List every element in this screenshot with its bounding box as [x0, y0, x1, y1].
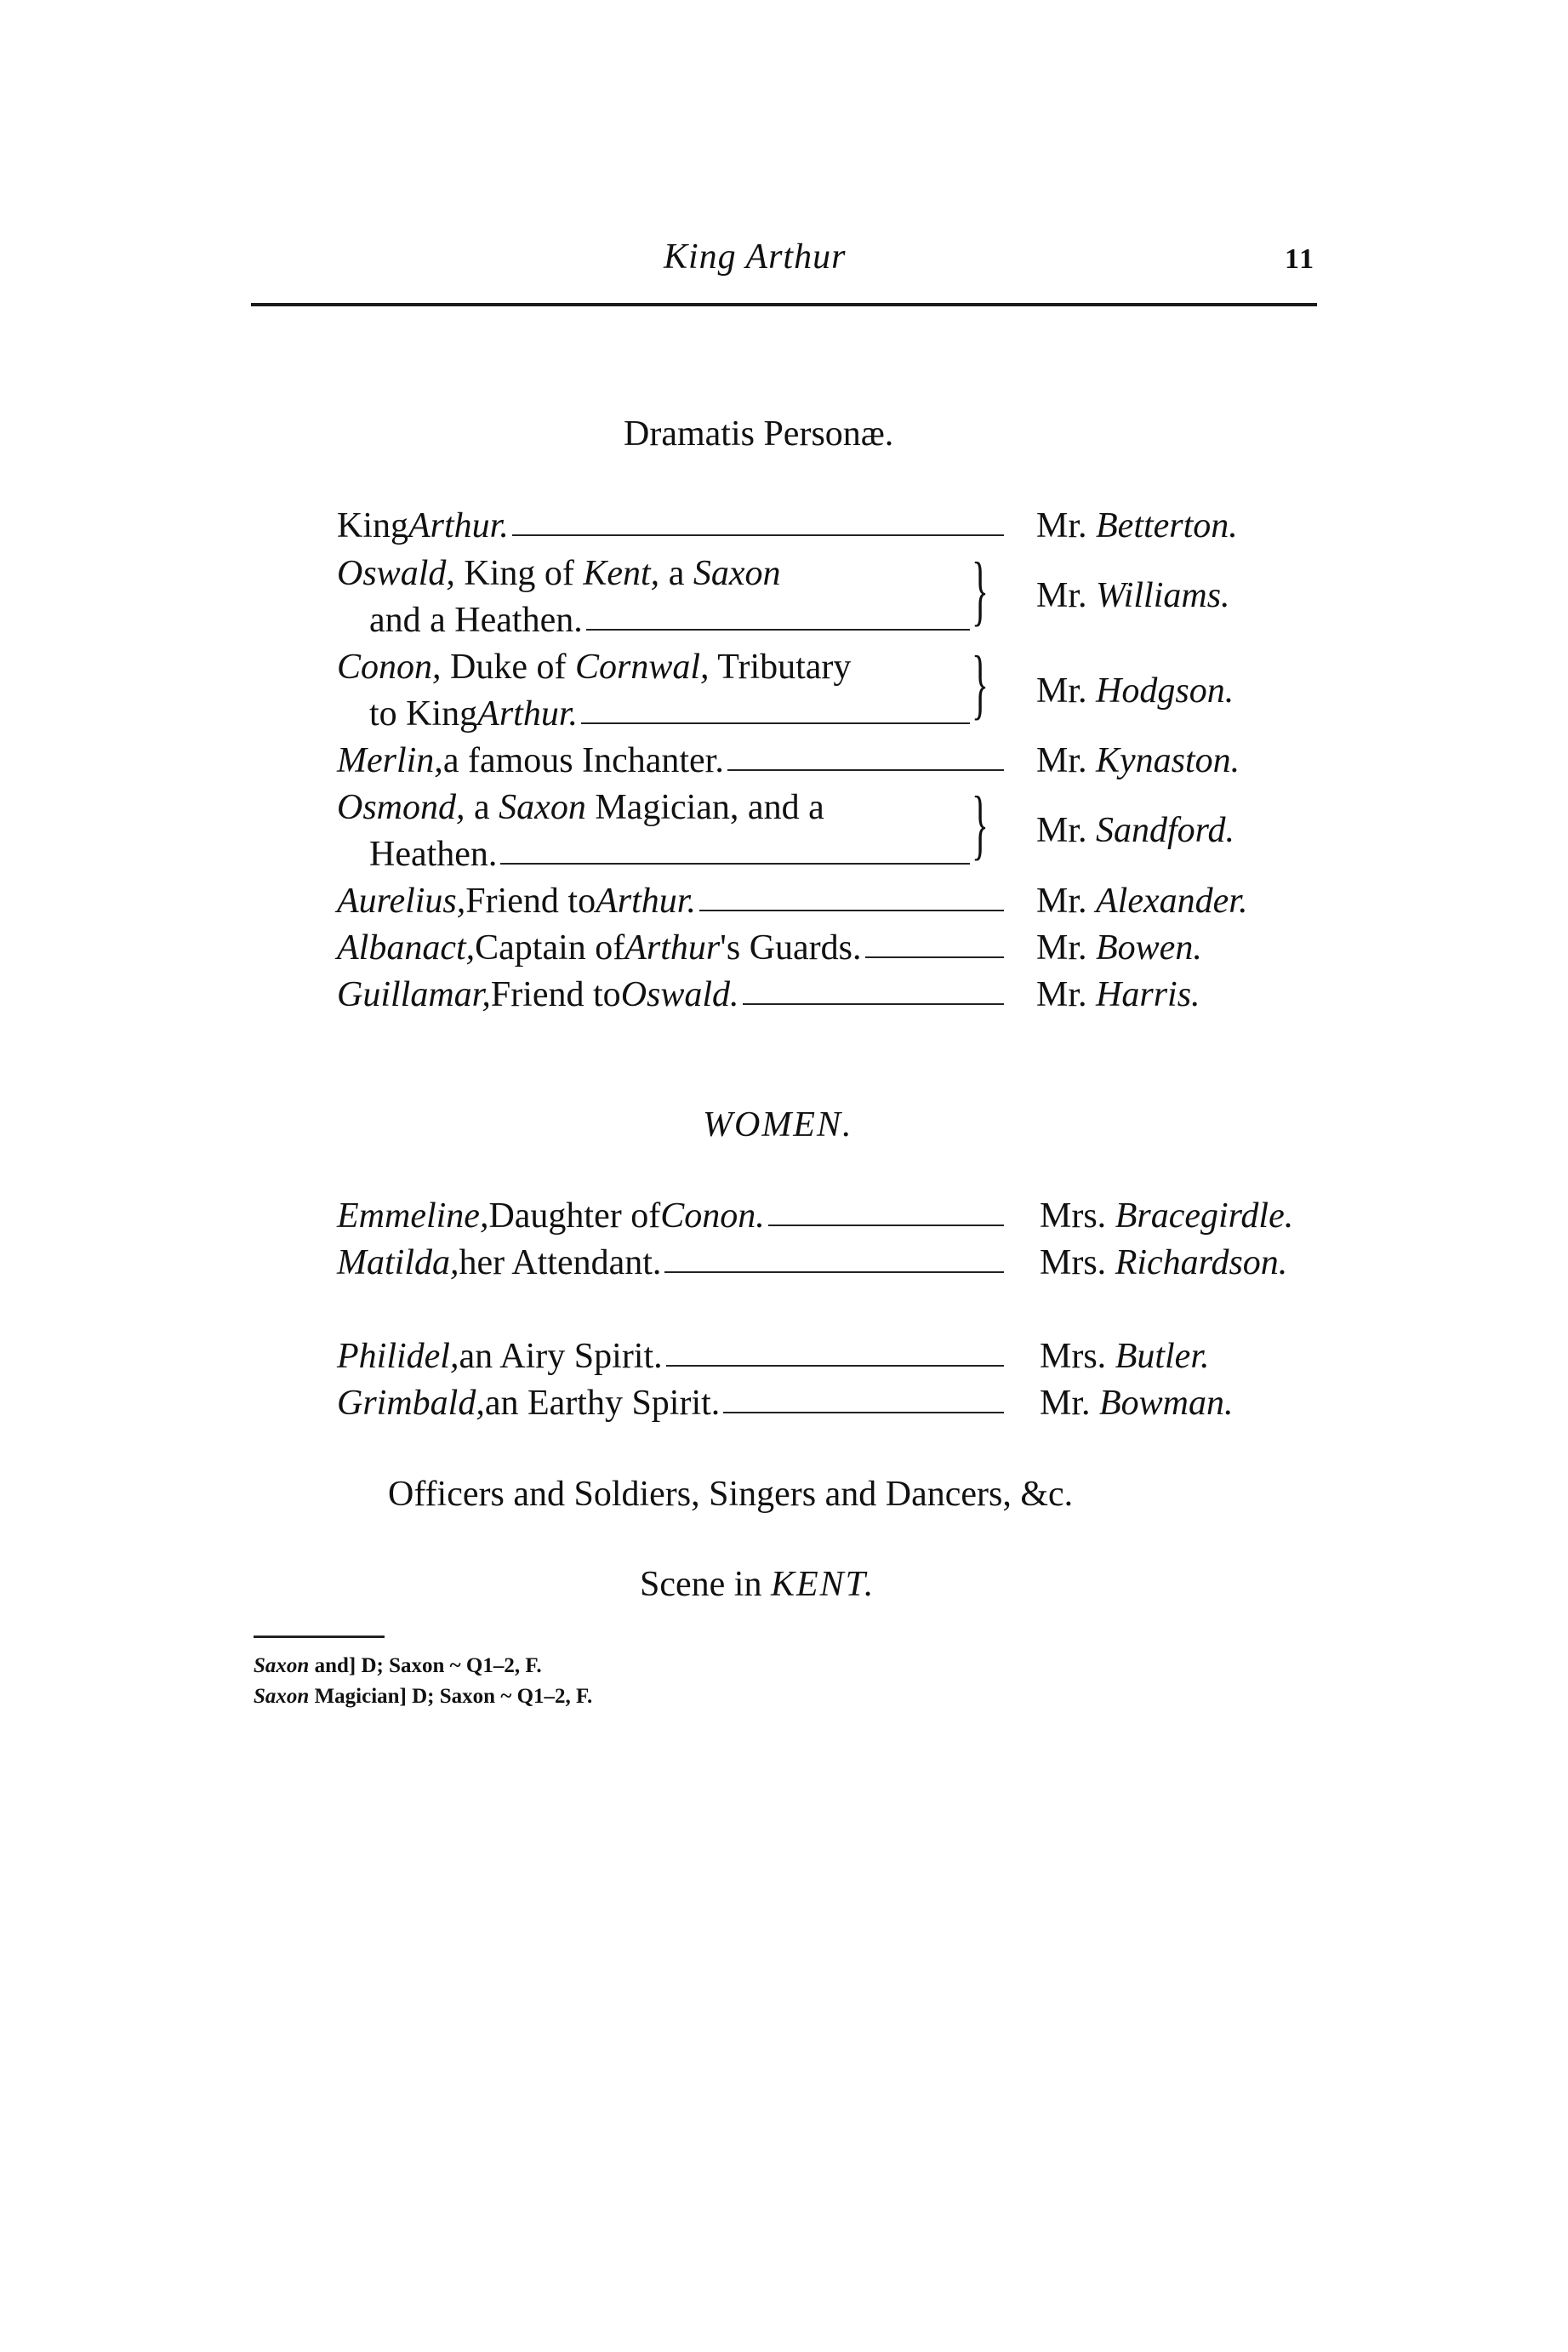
dramatis-personae-heading: Dramatis Personæ. — [624, 414, 894, 454]
brace: } — [972, 546, 989, 633]
character-emmeline: Emmeline, Daughter of Conon. — [337, 1196, 1004, 1236]
character-aurelius: Aurelius, Friend to Arthur. — [337, 881, 1004, 922]
actor-alexander: Mr. Alexander. — [1036, 882, 1248, 921]
character-oswald: Oswald, King of Kent, a Saxon — [337, 554, 781, 593]
footnote-1: Saxon and] D; Saxon ~ Q1–2, F. — [254, 1654, 542, 1677]
character-conon: Conon, Duke of Cornwal, Tributary — [337, 648, 852, 687]
character-oswald-cont: and a Heathen. — [369, 600, 970, 641]
character-merlin: Merlin, a famous Inchanter. — [337, 740, 1004, 781]
character-philidel: Philidel, an Airy Spirit. — [337, 1336, 1004, 1377]
actor-richardson: Mrs. Richardson. — [1040, 1243, 1288, 1282]
character-albanact: Albanact, Captain of Arthur 's Guards. — [337, 928, 1004, 968]
brace: } — [972, 640, 989, 727]
brace: } — [972, 780, 989, 867]
actor-kynaston: Mr. Kynaston. — [1036, 741, 1240, 780]
scene-line: Scene in KENT. — [640, 1565, 875, 1604]
footnote-rule — [254, 1636, 385, 1638]
head-rule — [251, 303, 1317, 306]
actor-williams: Mr. Williams. — [1036, 576, 1230, 615]
character-osmond-cont: Heathen. — [369, 834, 970, 875]
character-grimbald: Grimbald, an Earthy Spirit. — [337, 1383, 1004, 1424]
page-number: 11 — [1285, 243, 1316, 275]
actor-bowen: Mr. Bowen. — [1036, 928, 1202, 968]
character-matilda: Matilda, her Attendant. — [337, 1242, 1004, 1283]
extras-line: Officers and Soldiers, Singers and Dancers, &c. — [388, 1475, 1074, 1514]
character-conon-cont: to King Arthur. — [369, 694, 970, 734]
actor-bracegirdle: Mrs. Bracegirdle. — [1040, 1196, 1294, 1236]
actor-harris: Mr. Harris. — [1036, 975, 1200, 1014]
actor-hodgson: Mr. Hodgson. — [1036, 671, 1234, 711]
actor-butler: Mrs. Butler. — [1040, 1337, 1210, 1376]
women-heading: WOMEN. — [703, 1105, 853, 1145]
character-osmond: Osmond, a Saxon Magician, and a — [337, 788, 824, 827]
footnote-2: Saxon Magician] D; Saxon ~ Q1–2, F. — [254, 1685, 593, 1708]
actor-betterton: Mr. Betterton. — [1036, 506, 1238, 545]
actor-sandford: Mr. Sandford. — [1036, 811, 1234, 850]
actor-bowman: Mr. Bowman. — [1040, 1384, 1234, 1423]
character-king-arthur: King Arthur. — [337, 505, 1004, 546]
dotted-leader — [512, 534, 1004, 536]
character-guillamar: Guillamar, Friend to Oswald. — [337, 974, 1004, 1015]
running-head-title: King Arthur — [664, 237, 847, 277]
